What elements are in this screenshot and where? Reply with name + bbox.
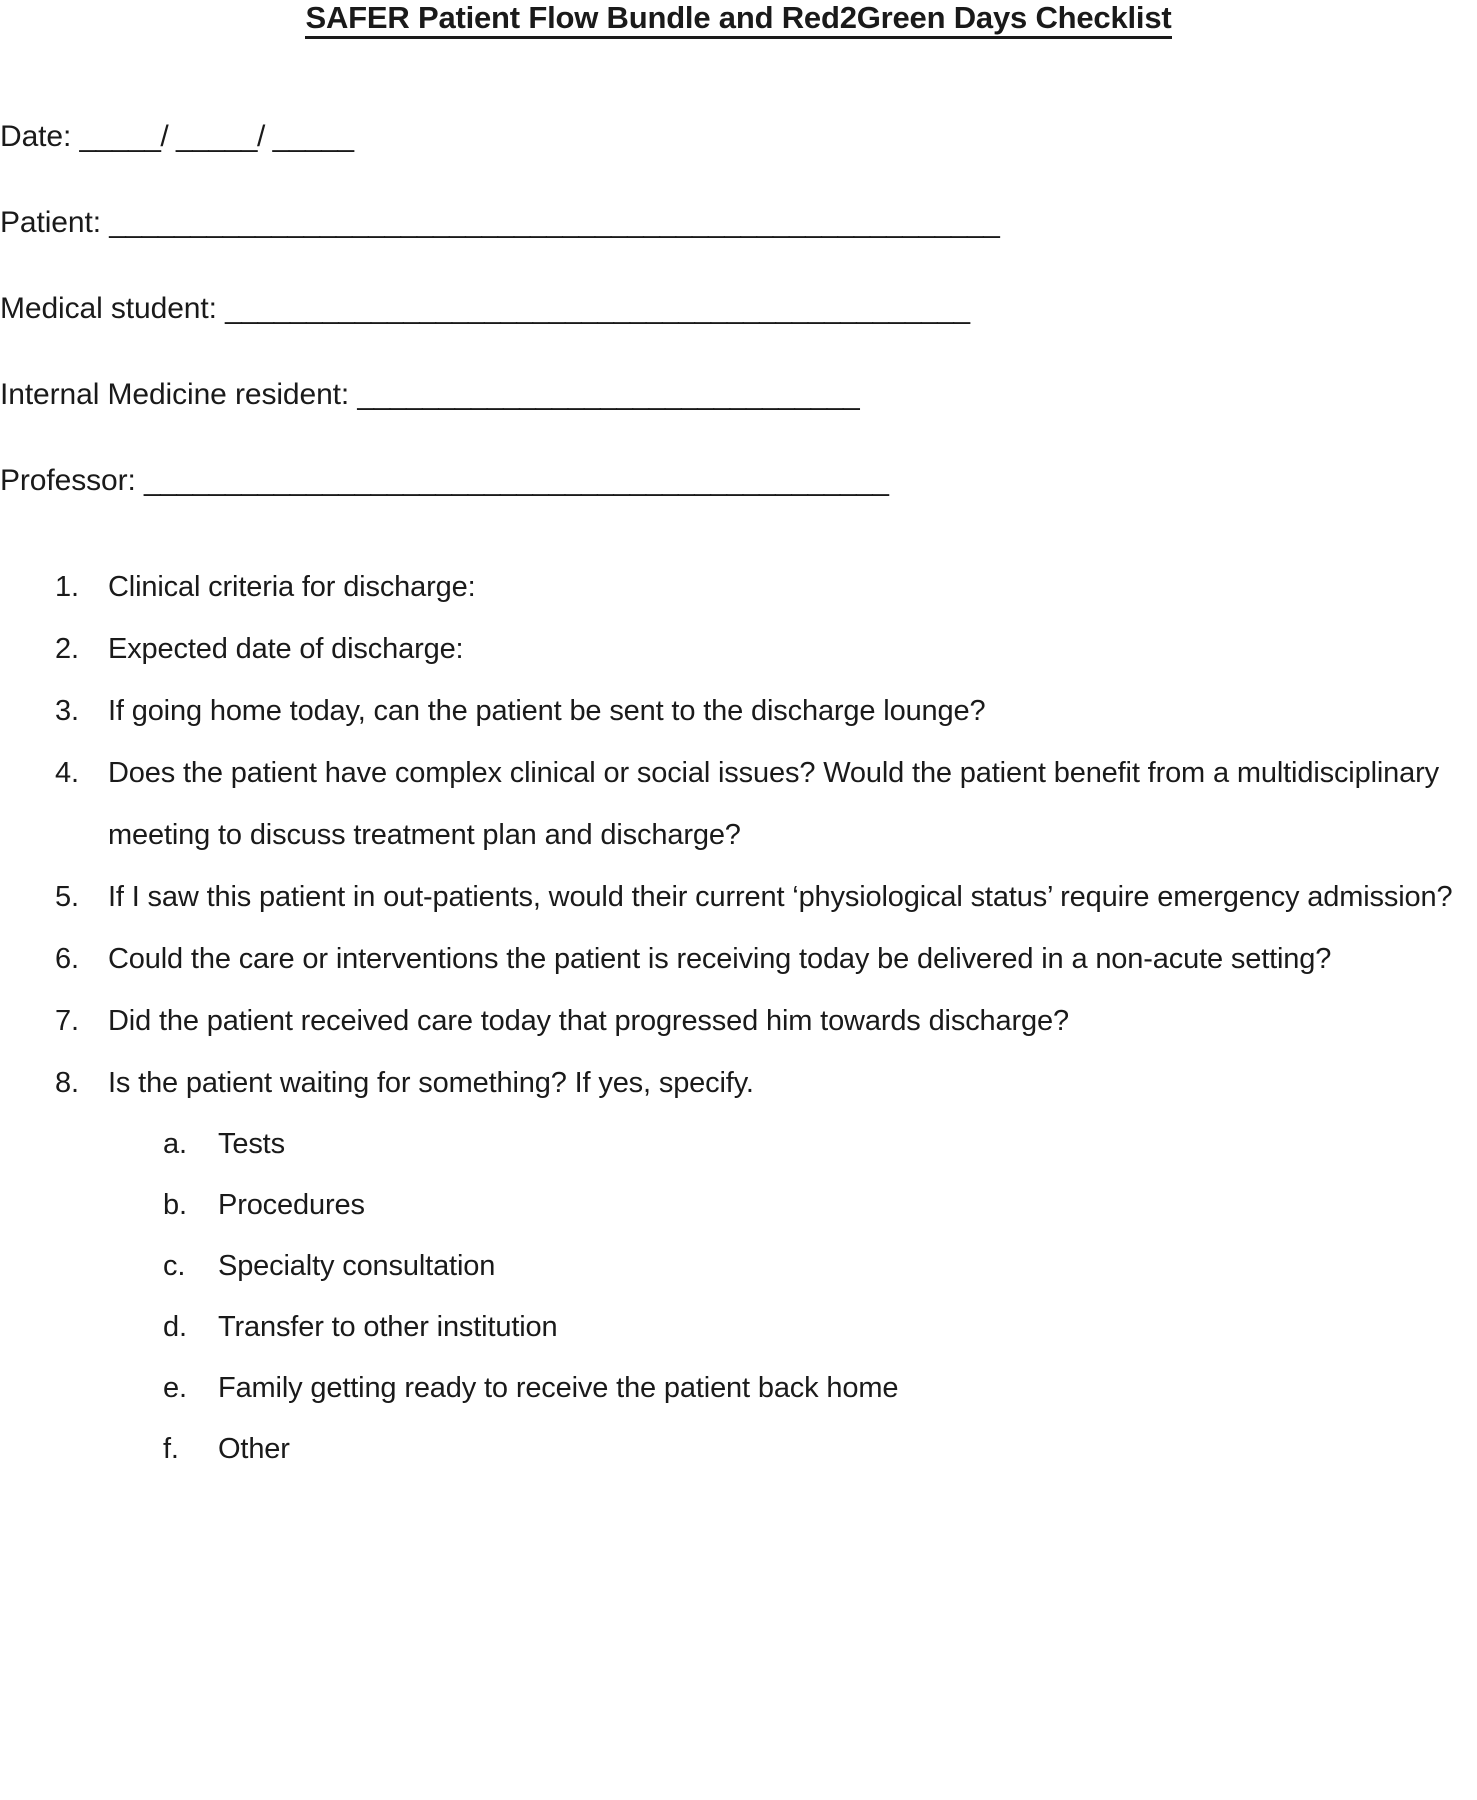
list-marker: 7.	[55, 1005, 79, 1037]
checklist-item	[0, 556, 1477, 618]
form-blank-medical-student[interactable]: ______________________________________________	[225, 292, 970, 325]
checklist-item-text: Does the patient have complex clinical or social issues? Would the patient benefit from a multidisciplinary meeting to discuss treatment plan and discharge?	[108, 757, 1439, 851]
form-row-medical-student	[0, 290, 1477, 376]
form-label-medical-student: Medical student:	[0, 292, 217, 325]
checklist-item-text: Clinical criteria for discharge:	[108, 571, 476, 603]
sublist-marker: e.	[163, 1372, 187, 1404]
checklist-subitem-text: Specialty consultation	[218, 1250, 496, 1282]
checklist-item-text: Did the patient received care today that progressed him towards discharge?	[108, 1005, 1069, 1037]
checklist-subitem-text: Other	[218, 1433, 290, 1465]
checklist-subitem	[0, 1419, 1477, 1480]
form-blank-patient[interactable]: _______________________________________________________	[109, 206, 1000, 239]
form-row-internal-medicine-resident	[0, 376, 1477, 462]
checklist-subitem	[0, 1175, 1477, 1236]
checklist-subitem	[0, 1114, 1477, 1175]
checklist-item	[0, 928, 1477, 990]
form-row-date	[0, 118, 1477, 204]
list-marker: 2.	[55, 633, 79, 665]
form-row-patient	[0, 204, 1477, 290]
checklist-item-text: Is the patient waiting for something? If yes, specify.	[108, 1067, 754, 1099]
list-marker: 5.	[55, 881, 79, 913]
list-marker: 3.	[55, 695, 79, 727]
checklist-item	[0, 742, 1477, 866]
checklist-subitem-text: Transfer to other institution	[218, 1311, 558, 1343]
checklist-item-text: If going home today, can the patient be sent to the discharge lounge?	[108, 695, 986, 727]
list-marker: 8.	[55, 1067, 79, 1099]
list-marker: 4.	[55, 757, 79, 789]
checklist-item	[0, 618, 1477, 680]
checklist-subitem	[0, 1358, 1477, 1419]
form-blank-professor[interactable]: ______________________________________________	[143, 464, 889, 497]
checklist-item-text: Expected date of discharge:	[108, 633, 464, 665]
checklist-item	[0, 1052, 1477, 1114]
form-blank-internal-medicine-resident[interactable]: _______________________________	[357, 378, 860, 411]
checklist-item	[0, 866, 1477, 928]
form-label-date: Date:	[0, 120, 72, 153]
page-title-text: SAFER Patient Flow Bundle and Red2Green Days Checklist	[305, 0, 1171, 39]
sublist-marker: d.	[163, 1311, 187, 1343]
checklist-subitem	[0, 1236, 1477, 1297]
page-title	[0, 0, 1477, 36]
checklist	[0, 556, 1477, 1480]
list-marker: 1.	[55, 571, 79, 603]
checklist-item	[0, 990, 1477, 1052]
form-blank-date[interactable]: _____/ _____/ _____	[79, 120, 354, 153]
form-label-internal-medicine-resident: Internal Medicine resident:	[0, 378, 350, 411]
checklist-subitem	[0, 1297, 1477, 1358]
list-marker: 6.	[55, 943, 79, 975]
checklist-item	[0, 680, 1477, 742]
sublist-marker: f.	[163, 1433, 179, 1465]
form-row-professor	[0, 462, 1477, 548]
checklist-subitem-text: Tests	[218, 1128, 285, 1160]
checklist-item-text: Could the care or interventions the patient is receiving today be delivered in a non-acute setting?	[108, 943, 1332, 975]
form-label-patient: Patient:	[0, 206, 101, 239]
checklist-subitem-text: Procedures	[218, 1189, 365, 1221]
sublist-marker: c.	[163, 1250, 186, 1282]
checklist-item-text: If I saw this patient in out-patients, would their current ‘physiological status’ require emergency admission?	[108, 881, 1453, 913]
form-fields-block	[0, 118, 1477, 548]
form-label-professor: Professor:	[0, 464, 136, 497]
sublist-marker: a.	[163, 1128, 187, 1160]
checklist-subitem-text: Family getting ready to receive the patient back home	[218, 1372, 899, 1404]
sublist-marker: b.	[163, 1189, 187, 1221]
